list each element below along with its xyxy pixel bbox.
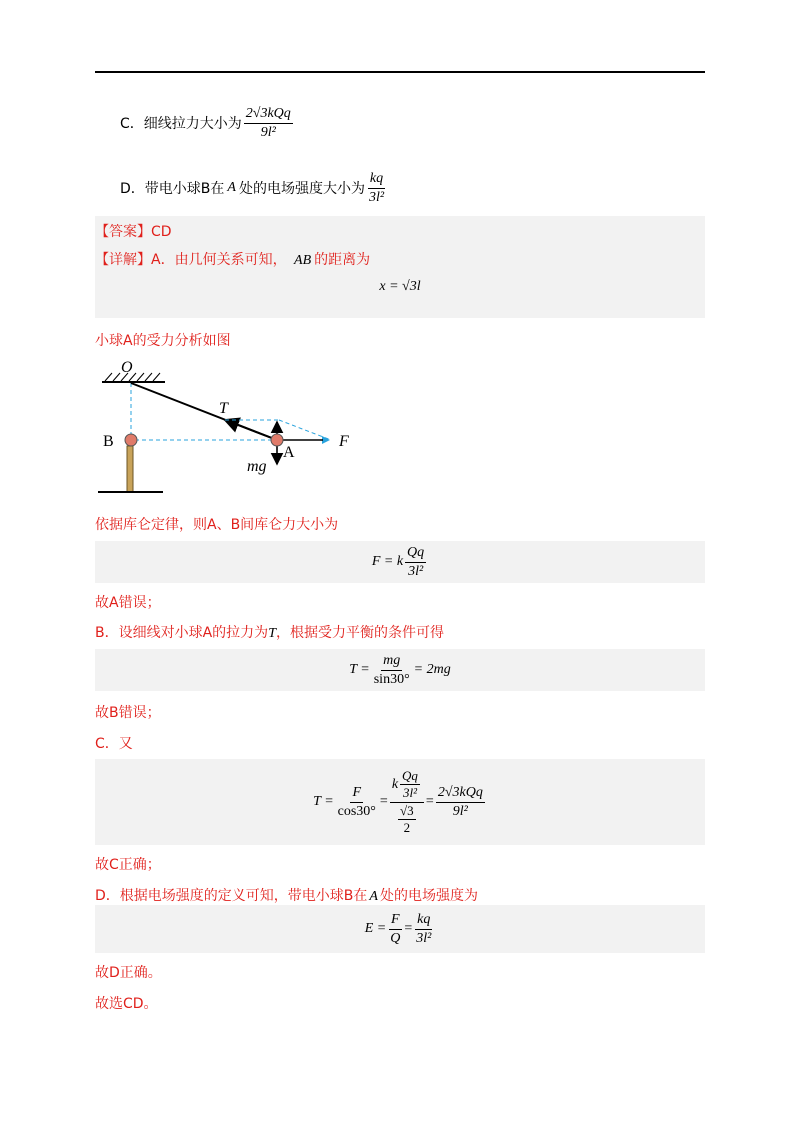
label-mg: mg	[247, 458, 267, 475]
header-rule	[95, 71, 705, 73]
force-intro: 小球A的受力分析如图	[95, 333, 231, 349]
c-text: C．又	[95, 736, 133, 752]
choose: 故选CD。	[95, 996, 158, 1012]
tension-arrow	[225, 420, 277, 440]
option-d-fraction: $\frac{kq}{\text{3l²}}$	[368, 171, 385, 205]
ball-B	[125, 434, 137, 446]
answer-panel	[95, 216, 705, 318]
b-equation: T = $\frac{mg}{\sin 30^\circ}$ = 2mg	[349, 653, 451, 687]
d-panel	[95, 905, 705, 953]
c-panel	[95, 759, 705, 845]
force-diagram	[95, 358, 365, 498]
b-fraction: $\frac{mg}{\sin 30^\circ}$	[373, 653, 410, 687]
answer-line: 【答案】CD	[95, 224, 172, 240]
c-result-fraction: $\frac{\text{2√3kQq}}{\text{9l²}}$	[437, 785, 483, 819]
label-O: O	[121, 359, 133, 376]
b-text: B．设细线对小球A的拉力为T，根据受力平衡的条件可得	[95, 625, 444, 641]
dashed-diagonal	[279, 420, 331, 440]
coulomb-text: 依据库仑定律，则A、B间库仑力大小为	[95, 517, 339, 533]
option-c: C．细线拉力大小为 $\frac{\text{2√3kQq}}{\text{9l²}}$	[120, 106, 291, 140]
d-fraction-result: $\frac{kq}{\text{3l²}}$	[416, 912, 432, 946]
label-F: F	[339, 433, 349, 450]
d-text: D．根据电场强度的定义可知，带电小球B在 A 处的电场强度为	[95, 888, 478, 904]
rod	[127, 446, 133, 492]
d-fraction-f: $\frac{F}{Q}$	[390, 912, 401, 946]
d-right: 故D正确。	[95, 965, 162, 981]
coulomb-equation: F = k $\frac{Qq}{\text{3l²}}$	[371, 545, 425, 579]
label-A: A	[283, 444, 295, 461]
d-equation: E = $\frac{F}{Q}$ = $\frac{kq}{\text{3l²}}$	[364, 912, 432, 946]
c-equation: T = $\frac{F}{\cos 30^\circ}$ = k $\frac{Qq}{\text{3l²}}$ $\frac{√3}{2}$ = $\frac{\text{2√3kQq}}{\text{9l²}}$	[313, 767, 483, 835]
coulomb-fraction: $\frac{Qq}{\text{3l²}}$	[407, 545, 425, 579]
b-wrong: 故B错误；	[95, 705, 161, 721]
option-c-fraction: $\frac{\text{2√3kQq}}{\text{9l²}}$	[245, 106, 291, 140]
detail-line: 【详解】A．由几何关系可知， AB 的距离为	[95, 252, 371, 268]
label-T: T	[219, 400, 228, 417]
c-compound-fraction: k $\frac{Qq}{\text{3l²}}$ $\frac{√3}{2}$	[390, 769, 424, 835]
c-right: 故C正确；	[95, 857, 161, 873]
a-wrong: 故A错误；	[95, 595, 161, 611]
ball-A	[271, 434, 283, 446]
equation-distance: x = √3l	[379, 279, 421, 294]
c-fraction-f: $\frac{F}{\cos 30^\circ}$	[337, 785, 376, 819]
b-panel	[95, 649, 705, 691]
option-d: D．带电小球B在 A 处的电场强度大小为 $\frac{kq}{\text{3l²}}$	[120, 171, 385, 205]
coulomb-panel	[95, 541, 705, 583]
label-B: B	[103, 433, 114, 450]
